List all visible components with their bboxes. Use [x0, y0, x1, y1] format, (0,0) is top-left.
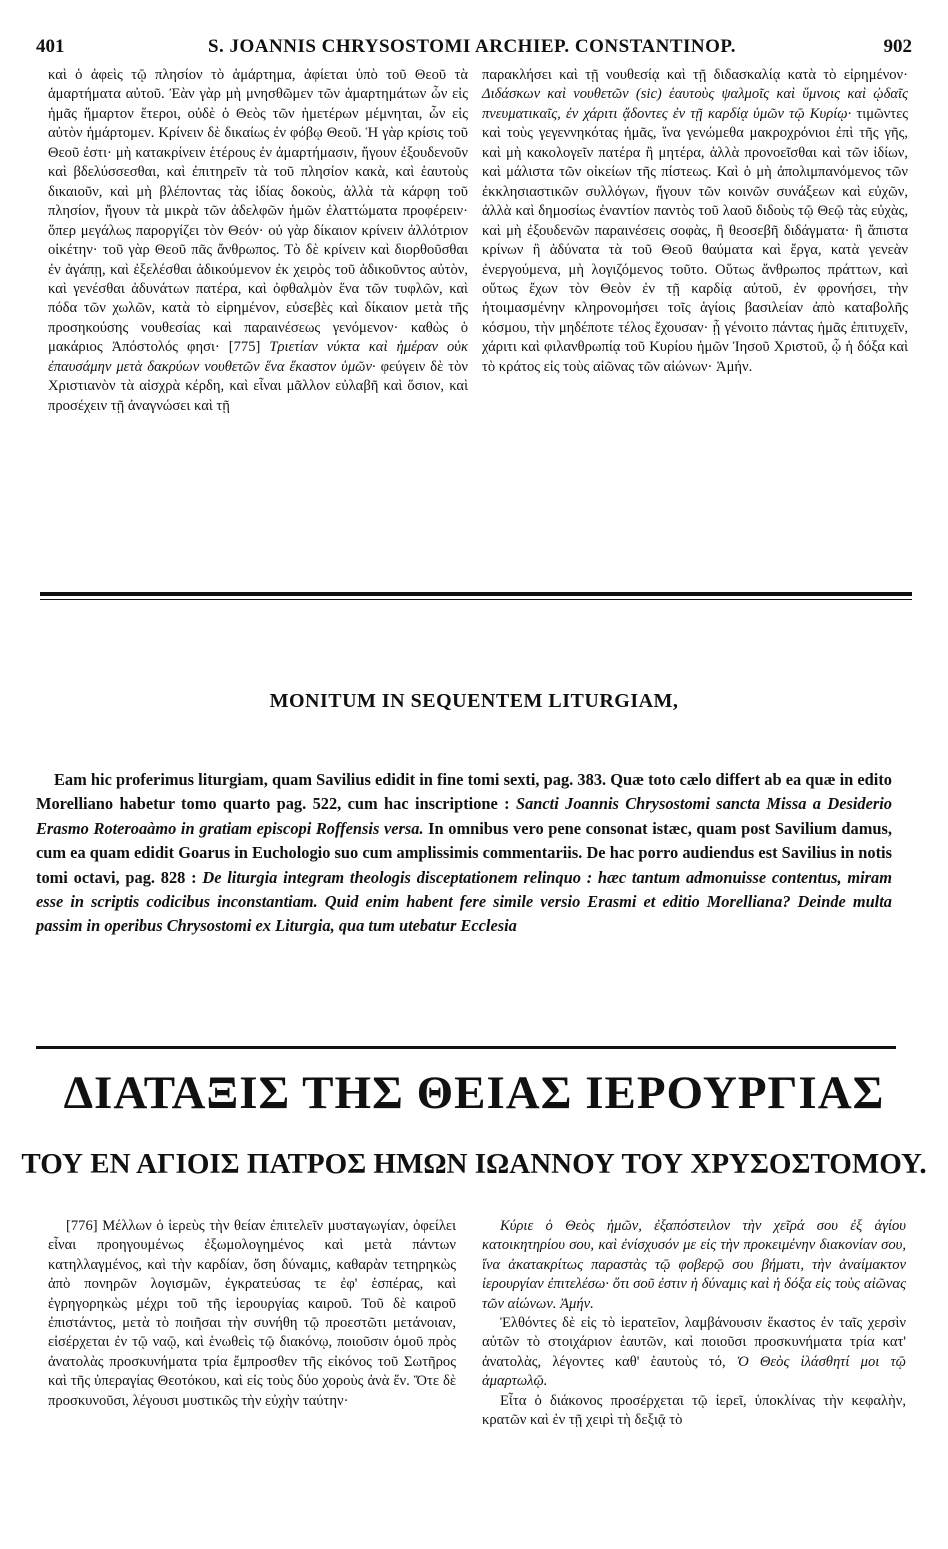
page-number-left: 401: [36, 36, 65, 57]
paragraph: Εἶτα ὁ διάκονος προσέρχεται τῷ ἱερεῖ, ὑποκλίνας τὴν κεφαλὴν, κρατῶν καὶ ἐν τῇ χειρὶ τὴ δεξιᾷ τὸ: [482, 1392, 906, 1429]
latin-text: Eam hic proferimus liturgiam, quam Savilius edidit in fine tomi sexti, pag. 383. Quæ toto cælo differt ab ea quæ in edito Morelliano habetur tomo quarto pag. 522, cum hac inscriptione :: [36, 770, 892, 814]
prayer: Κύριε ὁ Θεὸς ἡμῶν, ἐξαπόστειλον τὴν χεῖρά σου ἐξ ἁγίου κατοικητηρίου σου, καὶ ἐνίσχυσόν με εἰς τὴν προκειμένην διακονίαν σου, ἵνα ἀκατακρίτως παραστὰς τῷ φοβερῷ σου βήματι, τὴν ἀναίμακτον ἱερουργίαν ἐπιτελέσω· ὅτι σοῦ ἐστιν ἡ δύναμις καὶ ἡ δόξα εἰς τοὺς αἰῶνας τῶν αἰώνων. Ἀμήν.: [482, 1218, 906, 1312]
paragraph: φεύγειν δὲ τὸν Χριστιανὸν τὰ αἰσχρὰ κέρδη, καὶ εἶναι μᾶλλον εὐλαβῆ καὶ ὅσιον, καὶ προσέχειν τῇ ἀναγνώσει καὶ τῇ: [48, 358, 468, 414]
section-divider-thick: [40, 592, 912, 596]
paragraph: καὶ ὁ ἀφεὶς τῷ πλησίον τὸ ἁμάρτημα, ἀφίεται ὑπὸ τοῦ Θεοῦ τὰ ἁμαρτήματα αὐτοῦ. Ἐὰν γὰρ μὴ μνησθῶμεν τῶν ἁμαρτημάτων ὧν εἰς ἡμᾶς ἥμαρτον ἕτεροι, οὐδὲ ὁ Θεὸς τῶν ἡμετέρων μέμνηται, ὧν εἰς αὐτὸν ἡμάρτομεν. Κρίνειν δὲ δικαίως ἐν φόβῳ Θεοῦ. Ἡ γὰρ κρίσις τοῦ Θεοῦ ἐστι· μὴ κατακρίνειν ἑτέρους ἐν ἁμαρτήμασιν, ἤγουν ἐξουδενοῦν καὶ βδελύσσεσθαι, καὶ ἐπιτηρεῖν τὰ τοῦ πλησίον κακὰ, καὶ ἑαυτοὺς δικαιοῦν, καὶ μὴ βλέποντας τὰς ἰδίας δοκοὺς, ἀλλὰ τὰ κάρφη τοῦ πλησίον, ἤγουν τὰ μικρὰ τῶν ἀδελφῶν ἡμῶν ἐλαττώματα προφέρειν· ὅπερ μεγάλως παροργίζει τὸν Θεόν· οὐ γὰρ δίκαιον κρίνειν ἀλλότριον οἰκέτην· τοῦ γὰρ Θεοῦ πᾶς ἄνθρωπος. Τὸ δὲ κρίνειν καὶ διορθοῦσθαι ἐν ἀγάπῃ, καὶ ἐξελέσθαι ἀδικούμενον ἐκ χειρὸς τοῦ ἀδικοῦντος αὐτὸν, καὶ γενέσθαι ἀδυνάτων πατέρα, καὶ ὀφθαλμὸν ἕνα τῶν τυφλῶν, καὶ πόδα τῶν χωλῶν, κατὰ τὸ εἰρημένον, εὐσεβὲς καὶ δίκαιον μετὰ τῆς προσηκούσης νουθεσίας καὶ παραινέσεως γενόμενον· καθὼς ὁ μακάριος Ἀπόστολός φησι· [775]: [48, 67, 468, 356]
page-number-right: 902: [883, 36, 912, 57]
paragraph: τιμῶντες καὶ τοὺς γεγεννηκότας ἡμᾶς, ἵνα γενώμεθα μακροχρόνιοι ἐπὶ τῆς γῆς, καὶ μὴ κακολογεῖν πατέρα ἢ μητέρα, ἀλλὰ προνοεῖσθαι καὶ τῶν ἰδίων, καὶ μάλιστα τῶν οἰκείων τῆς πίστεως. Καὶ ὁ μὴ ἀπολιμπανόμενος τῶν ἐκκλησιαστικῶν συλλόγων, ἤγουν τῶν κοινῶν συνάξεων καὶ εὐχῶν, ἀλλὰ καὶ δημοσίως ἐναντίον παντὸς τοῦ λαοῦ διδοὺς τῷ Θεῷ τὰς εὐχὰς, καὶ μὴ ἐξουδενῶν παραινέσεις σοφὰς, ἢ θεοσεβῆ διδάγματα· ἢ ἄπιστα κρίνων ἢ ἀδύνατα τὰ τοῦ Θεοῦ θαύματα καὶ ἔργα, κατὰ γενεὰν ἐνεργούμενα, μὴ λογιζόμενος τοῦτο. Οὕτως ἄνθρωπος πράττων, καὶ οὕτως ἔχων τὸν Θεὸν ἐν τῇ καρδίᾳ αὐτοῦ, ἐν φρονήσει, τὴν ἡτοιμασμένην κληρονομήσει τοῖς ἁγίοις βασιλείαν ἀπὸ καταβολῆς κόσμου, τὴν μηδέποτε τέλος ἔχουσαν· ᾗ γένοιτο πάντας ἡμᾶς ἐπιτυχεῖν, χάριτι καὶ φιλανθρωπίᾳ τοῦ Κυρίου ἡμῶν Ἰησοῦ Χριστοῦ, ᾧ ἡ δόξα καὶ τὸ κράτος εἰς τοὺς αἰῶνας τῶν αἰώνων· Ἀμήν.: [482, 105, 908, 375]
running-title: S. JOANNIS CHRYSOSTOMI ARCHIEP. CONSTANTINOP.: [207, 36, 737, 57]
latin-italic: Sancti Joannis Chrysostomi sancta Missa a Desiderio Erasmo Roteroaàmo in gratiam episcopi Roffensis versa.: [36, 794, 893, 838]
monitum-text: [36, 768, 892, 939]
monitum-heading: MONITUM IN SEQUENTEM LITURGIAM,: [269, 690, 679, 712]
scripture-quote: Τριετίαν νύκτα καὶ ἡμέραν οὐκ ἐπαυσάμην μετὰ δακρύων νουθετῶν ἕνα ἕκαστον ὑμῶν·: [48, 339, 468, 375]
top-left-column: [48, 66, 468, 416]
bottom-right-column: [482, 1217, 906, 1430]
bottom-left-column: [48, 1217, 456, 1411]
section-divider: [36, 1046, 896, 1049]
latin-italic: De liturgia integram theologis disceptationem relinquo : hæc tantum admonuisse contentus, miram esse in scriptis codicibus inconstantiam. Quid enim habent fere simile versio Erasmi et editio Morelliana? Deinde multa passim in operibus Chrysostomi ex Liturgia, qua tum utebatur Ecclesia: [36, 867, 892, 936]
prayer: Ὁ Θεὸς ἱλάσθητί μοι τῷ ἁμαρτωλῷ.: [482, 1353, 906, 1390]
scripture-quote: Διδάσκων καὶ νουθετῶν (sic) ἑαυτοὺς ψαλμοῖς καὶ ὕμνοις καὶ ᾠδαῖς πνευματικαῖς, ἐν χάριτι ᾄδοντες ἐν τῇ καρδίᾳ ὑμῶν τῷ Κυρίῳ·: [482, 86, 908, 122]
paragraph: παρακλήσει καὶ τῇ νουθεσίᾳ καὶ τῇ διδασκαλίᾳ κατὰ τὸ εἰρημένον·: [482, 67, 908, 83]
paragraph: Ἐλθόντες δὲ εἰς τὸ ἱερατεῖον, λαμβάνουσιν ἕκαστος ἐν ταῖς χερσὶν αὐτῶν τὸ στοιχάριον ἑαυτῶν, καὶ ποιοῦσι προσκυνήματα τρία κατ' ἀνατολὰς, λέγοντες καθ' ἑαυτοὺς τό,: [482, 1315, 906, 1370]
liturgy-title: ΔΙΑΤΑΞΙΣ ΤΗΣ ΘΕΙΑΣ ΙΕΡΟΥΡΓΙΑΣ: [63, 1067, 885, 1119]
running-header: [32, 36, 912, 66]
latin-text: In omnibus vero pene consonat istæc, quam post Savilium damus, cum ea quam edidit Goarus in Euchologio suo cum amplissimis commentariis. De hac porro audiendus est Savilius in notis tomi octavi, pag. 828 :: [36, 818, 892, 887]
section-divider-thin: [40, 599, 912, 600]
paragraph: [776] Μέλλων ὁ ἱερεὺς τὴν θείαν ἐπιτελεῖν μυσταγωγίαν, ὀφείλει εἶναι προηγουμένως ἐξωμολογημένος καὶ μετὰ πάντων κατηλλαγμένος, καὶ τὴν καρδίαν, ὅση δύναμις, καθαρὰν τετηρηκὼς ἀπὸ πονηρῶν λογισμῶν, ἐγκρατεύσας τε ἐφ' ἑσπέρας, καὶ ἐγρηγορηκὼς μέχρι τοῦ τῆς ἱερουργίας καιροῦ. Τοῦ δὲ καιροῦ ἐπιστάντος, μετὰ τὸ ποιῆσαι τὴν συνήθη τῷ προεστῶτι μετάνοιαν, εἰσέρχεται ἐν τῷ ναῷ, καὶ ἑνωθεὶς τῷ διακόνῳ, ποιοῦσιν ὁμοῦ πρὸς ἀνατολὰς προσκυνήματα τρία ἔμπροσθεν τῆς εἰκόνος τοῦ Σωτῆρος καὶ τῆς ὑπεραγίας Θεοτόκου, καὶ εἰς τοὺς δύο χοροὺς ἀνὰ ἕν. Ὅτε δὲ προσκυνοῦσι, λέγουσι μυστικῶς τὴν εὐχὴν ταύτην·: [48, 1218, 456, 1409]
liturgy-subtitle: ΤΟΥ ΕΝ ΑΓΙΟΙΣ ΠΑΤΡΟΣ ΗΜΩΝ ΙΩΑΝΝΟΥ ΤΟΥ ΧΡΥΣΟΣΤΟΜΟΥ.: [21, 1148, 927, 1180]
top-right-column: [482, 66, 908, 377]
